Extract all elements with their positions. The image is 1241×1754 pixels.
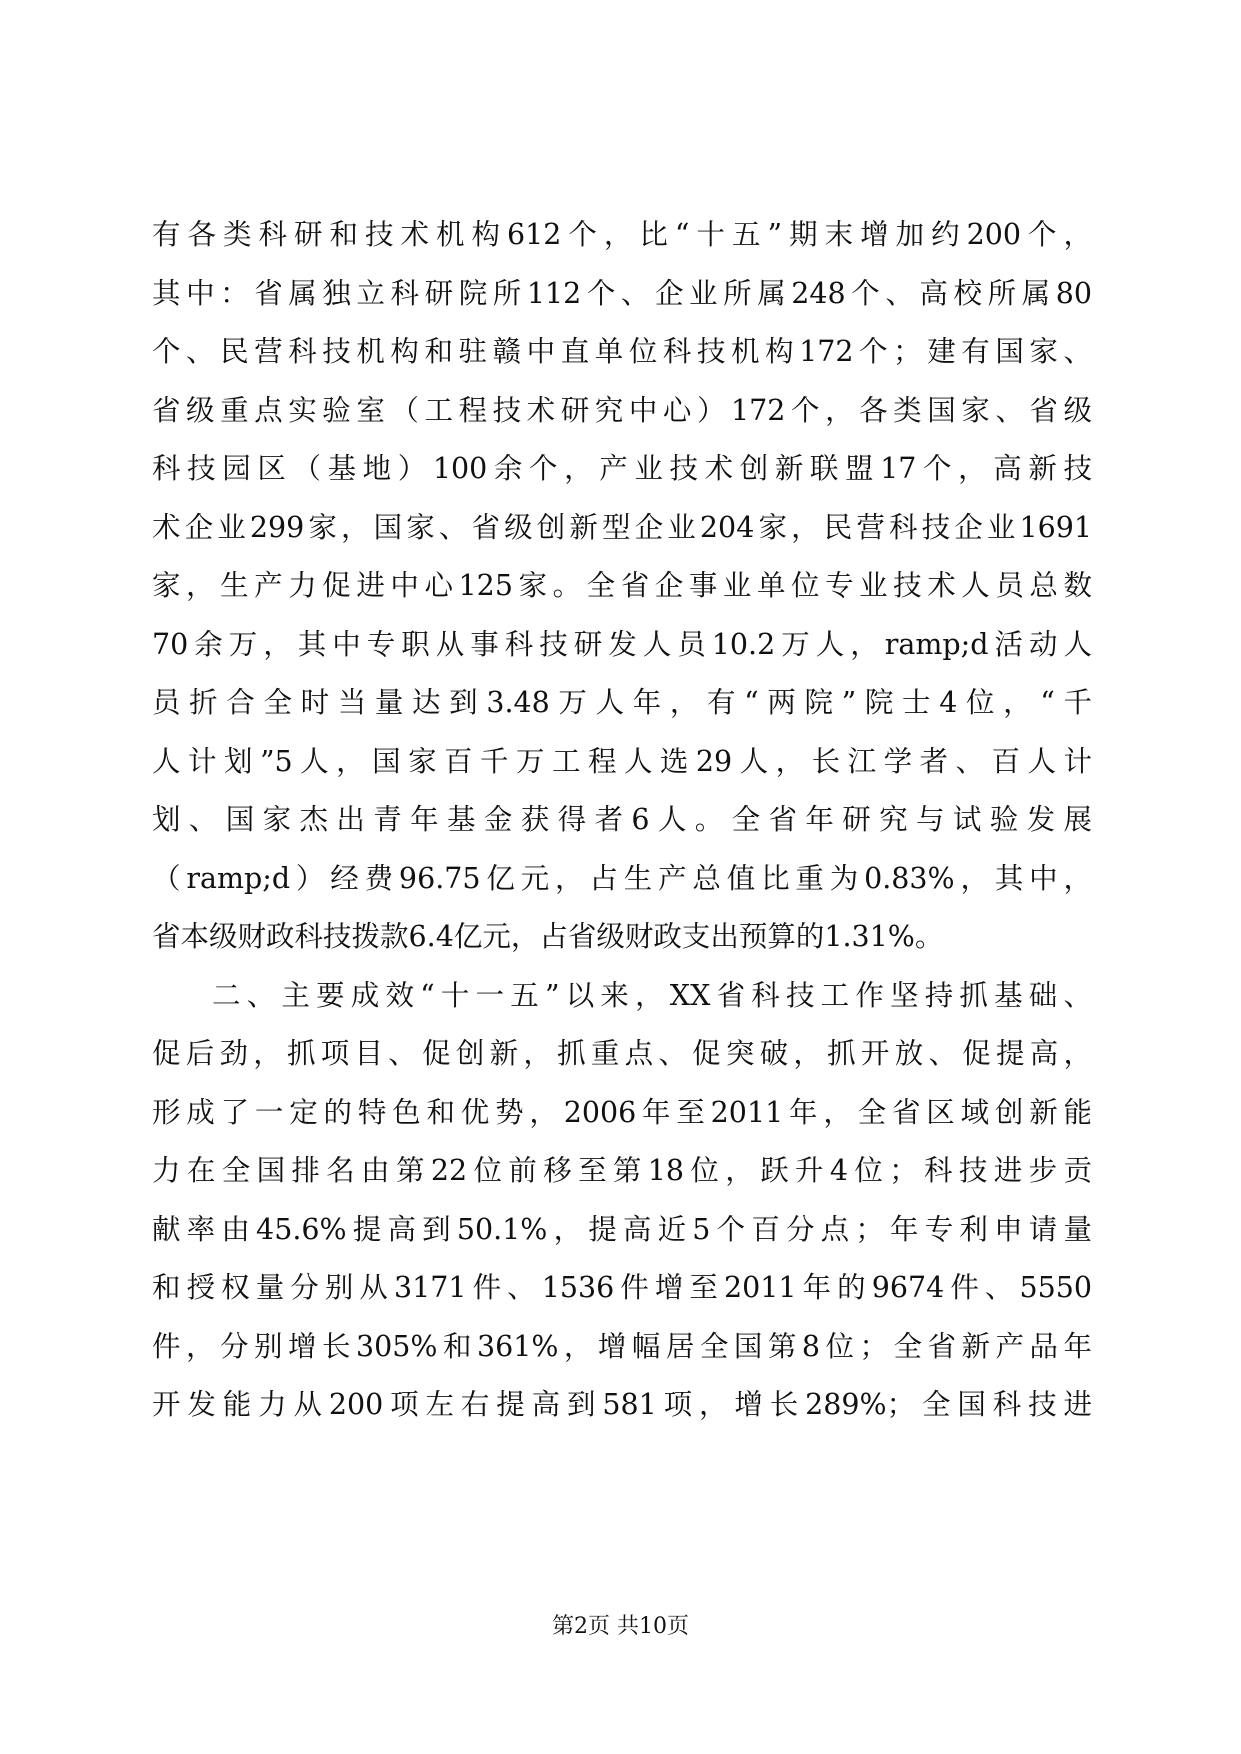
section-heading-line: 二、主要成效“十一五”以来，XX省科技工作坚持抓基础、	[212, 978, 1092, 1012]
text-line: 献率由45.6%提高到50.1%，提高近5个百分点；年专利申请量	[152, 1212, 1092, 1246]
text-line: 员折合全时当量达到3.48万人年，有“两院”院士4位，“千	[152, 686, 1092, 719]
text-line: 科技园区（基地）100余个，产业技术创新联盟17个，高新技	[152, 452, 1092, 485]
text-line: 和授权量分别从3171件、1536件增至2011年的9674件、5550	[152, 1271, 1092, 1304]
page-number-footer: 第2页 共10页	[552, 1614, 689, 1639]
text-line: 省本级财政科技拨款6.4亿元，占省级财政支出预算的1.31%。	[152, 920, 944, 953]
text-line: 划、国家杰出青年基金获得者6人。全省年研究与试验发展	[152, 803, 1092, 836]
text-line: 有各类科研和技术机构612个，比“十五”期末增加约200个，	[152, 218, 1092, 251]
body-text	[152, 206, 1092, 1435]
text-line: （ramp;d）经费96.75亿元，占生产总值比重为0.83%，其中，	[152, 861, 1092, 895]
text-line: 形成了一定的特色和优势，2006年至2011年，全省区域创新能	[152, 1095, 1092, 1129]
text-line: 家，生产力促进中心125家。全省企事业单位专业技术人员总数	[152, 569, 1092, 602]
text-line: 其中：省属独立科研院所112个、企业所属248个、高校所属80	[152, 276, 1092, 310]
text-line: 促后劲，抓项目、促创新，抓重点、促突破，抓开放、促提高，	[152, 1037, 1092, 1070]
text-line: 力在全国排名由第22位前移至第18位，跃升4位；科技进步贡	[152, 1154, 1092, 1187]
text-line: 开发能力从200项左右提高到581项，增长289%；全国科技进	[152, 1388, 1092, 1421]
text-line: 省级重点实验室（工程技术研究中心）172个，各类国家、省级	[152, 393, 1092, 427]
text-line: 70余万，其中专职从事科技研发人员10.2万人，ramp;d活动人	[152, 627, 1092, 661]
text-line: 件，分别增长305%和361%，增幅居全国第8位；全省新产品年	[152, 1329, 1092, 1363]
text-line: 个、民营科技机构和驻赣中直单位科技机构172个；建有国家、	[152, 335, 1092, 368]
text-line: 人计划”5人，国家百千万工程人选29人，长江学者、百人计	[152, 744, 1092, 778]
text-line: 术企业299家，国家、省级创新型企业204家，民营科技企业1691	[152, 510, 1092, 544]
